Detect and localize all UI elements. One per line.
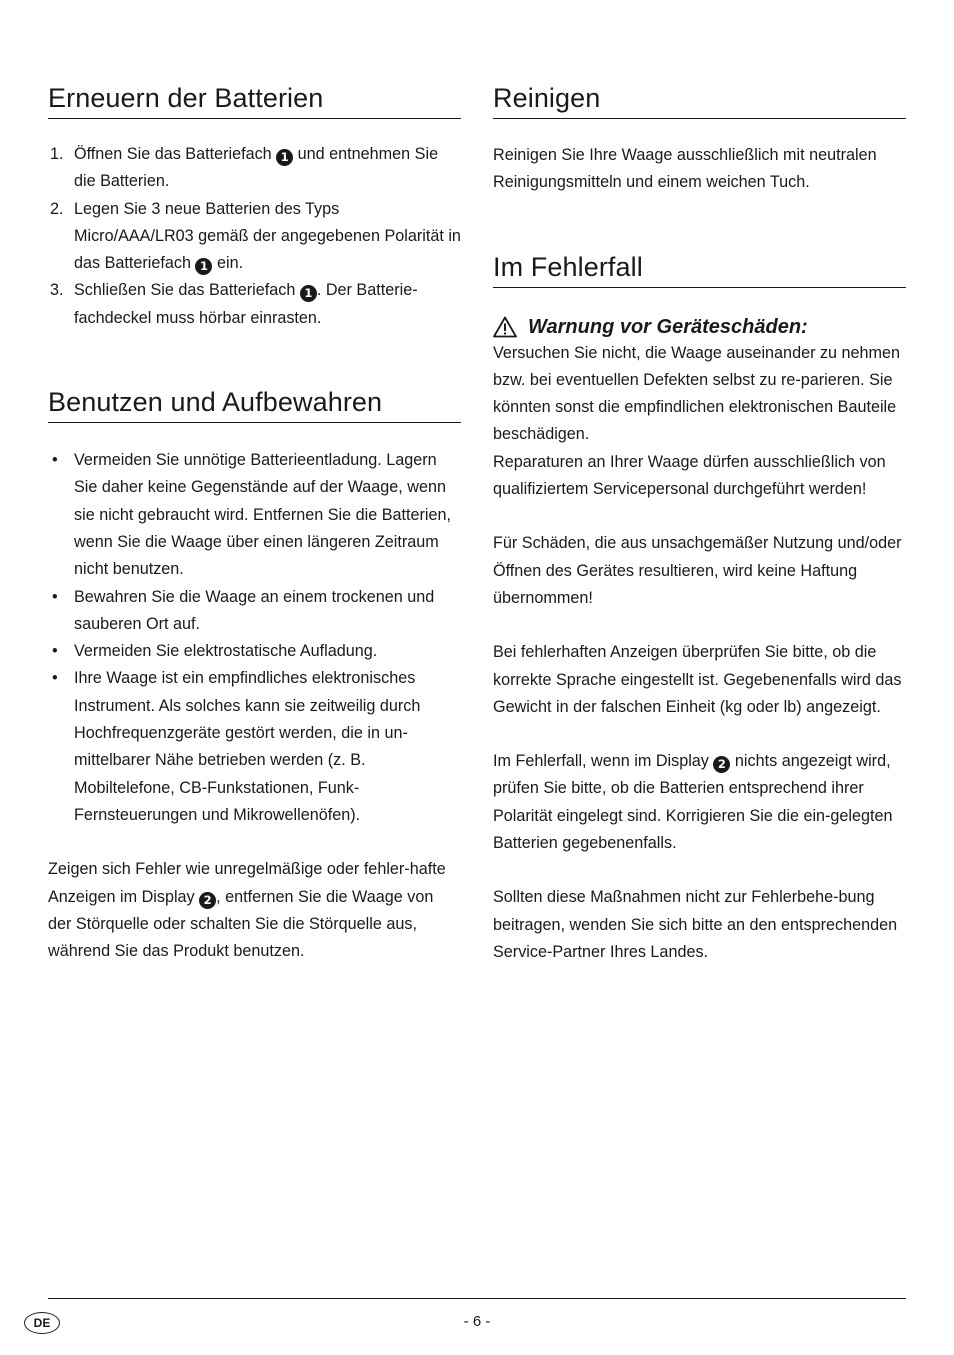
- section-title-usage: Benutzen und Aufbewahren: [48, 386, 461, 423]
- battery-check-text: Im Fehlerfall, wenn im Display 2 nichts angezeigt wird, prüfen Sie bitte, ob die Batterien entsprechend ihrer Polarität eingelegt sind. Korrigieren Sie die ein-gelegten Batterien gegebenenfalls.: [493, 752, 893, 853]
- battery-steps-list: [48, 141, 461, 332]
- section-battery-replacement: [48, 82, 461, 332]
- cleaning-text: Reinigen Sie Ihre Waage ausschließlich mit neutralen Reinigungsmitteln und einem weichen Tuch.: [493, 146, 877, 192]
- display-check-text: Bei fehlerhaften Anzeigen überprüfen Sie bitte, ob die korrekte Sprache eingestellt ist. Gegebenenfalls wird das Gewicht in der falschen Einheit (kg oder lb) angezeigt.: [493, 643, 902, 716]
- ref-battery-compartment-1: 1: [276, 149, 293, 166]
- usage-bullets-list: [48, 447, 461, 829]
- liability-text: Für Schäden, die aus unsachgemäßer Nutzung und/oder Öffnen des Gerätes resultieren, wird keine Haftung übernommen!: [493, 534, 902, 607]
- usage-bullet-3: • Vermeiden Sie elektrostatische Aufladung.: [52, 642, 378, 661]
- usage-bullet-2: • Bewahren Sie die Waage an einem trockenen und sauberen Ort auf.: [52, 587, 435, 633]
- battery-step-2: 2. Legen Sie 3 neue Batterien des Typs Micro/AAA/LR03 gemäß der angegebenen Polarität in das Batteriefach 1 ein.: [50, 199, 461, 274]
- warning-text-disassembly: Versuchen Sie nicht, die Waage auseinander zu nehmen bzw. bei eventuellen Defekten selbst zu re-parieren. Sie könnten sonst die empfindlichen elektronischen Bauteile beschädigen.: [493, 343, 901, 444]
- ref-battery-compartment-1: 1: [300, 285, 317, 302]
- ref-display-2: 2: [199, 892, 216, 909]
- right-column: [493, 82, 906, 1020]
- usage-bullet-1: • Vermeiden Sie unnötige Batterieentladung. Lagern Sie daher keine Gegenstände auf der Waage, wenn sie nicht gebraucht wird. Entfernen Sie die Batterien, wenn Sie die Waage über einen längeren Zeitraum nicht benutzen.: [52, 451, 452, 579]
- footer-divider: [48, 1298, 906, 1299]
- warning-title: Warnung vor Geräteschäden:: [528, 315, 808, 338]
- section-title-cleaning: Reinigen: [493, 82, 906, 119]
- warning-heading: [493, 314, 906, 340]
- section-troubleshooting: [493, 251, 906, 967]
- left-column: [48, 82, 461, 1019]
- section-title-errors: Im Fehlerfall: [493, 251, 906, 288]
- interference-paragraph: Zeigen sich Fehler wie unregelmäßige oder fehler-hafte Anzeigen im Display 2 , entfernen Sie die Waage von der Störquelle oder schalten Sie die Störquelle aus, während Sie das Produkt benutzen.: [48, 860, 446, 961]
- ref-battery-compartment-1: 1: [195, 258, 212, 275]
- battery-step-1: 1. Öffnen Sie das Batteriefach 1 und entnehmen Sie die Batterien.: [50, 145, 439, 191]
- section-usage-storage: [48, 386, 461, 965]
- warning-triangle-icon: [493, 316, 517, 338]
- ref-display-2: 2: [713, 756, 730, 773]
- warning-text-repairs: Reparaturen an Ihrer Waage dürfen ausschließlich von qualifiziertem Servicepersonal durchgeführt werden!: [493, 452, 886, 499]
- page-number: - 6 -: [463, 1313, 491, 1330]
- section-title-batteries: Erneuern der Batterien: [48, 82, 461, 119]
- battery-step-3: 3. Schließen Sie das Batteriefach 1 . Der Batterie-fachdeckel muss hörbar einrasten.: [50, 281, 418, 327]
- usage-bullet-4: • Ihre Waage ist ein empfindliches elektronisches Instrument. Als solches kann sie zeitweilig durch Hochfrequenzgeräte gestört werden, die in un-mittelbarer Nähe betrieben werden (z. B. Mobiltelefone, CB-Funkstationen, Funk-Fernsteuerungen und Mikrowellenöfen).: [52, 669, 421, 824]
- service-partner-text: Sollten diese Maßnahmen nicht zur Fehlerbehe-bung beitragen, wenden Sie sich bitte an den entsprechenden Service-Partner Ihres Landes.: [493, 888, 898, 961]
- language-badge: DE: [24, 1312, 60, 1334]
- section-cleaning: [493, 82, 906, 197]
